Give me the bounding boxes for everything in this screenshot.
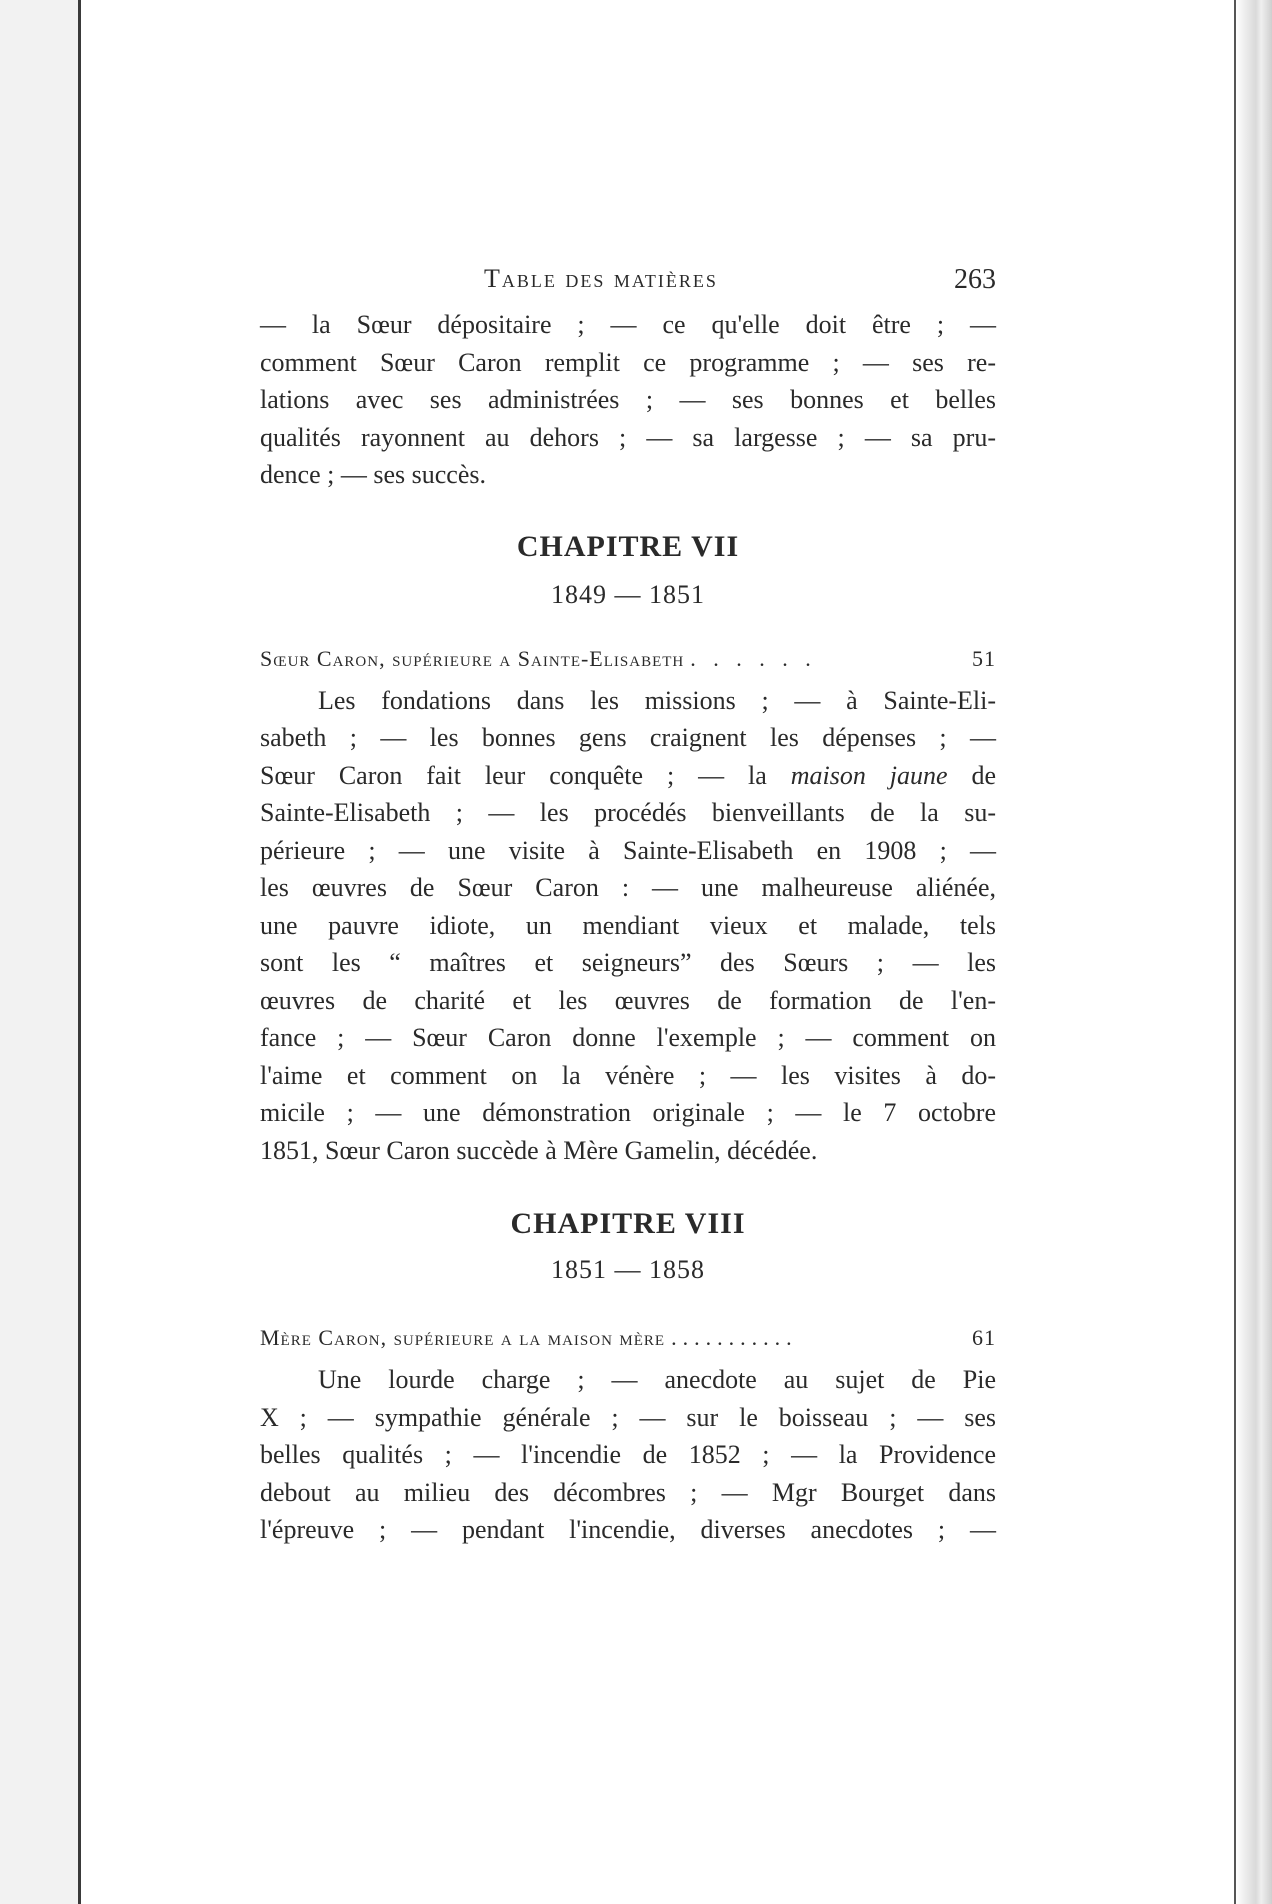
chapter-8-title: CHAPITRE VIII — [510, 1207, 746, 1240]
chapter-7-toc-page: 51 — [972, 645, 996, 671]
running-head — [260, 260, 996, 300]
chapter-7-summary — [260, 682, 996, 1170]
chapter-8-years: 1851 — 1858 — [551, 1255, 705, 1284]
chapter-8-summary — [260, 1361, 996, 1549]
intro-paragraph — [260, 306, 996, 494]
text-line: micile ; — une démonstration originale ; — le 7 octobre — [260, 1098, 996, 1127]
text-line: lations avec ses administrées ; — ses bonnes et belles — [260, 385, 996, 414]
text-line: l'aime et comment on la vénère ; — les visites à do- — [260, 1060, 996, 1090]
running-head-title: Table des matières — [484, 264, 718, 293]
text-line: l'épreuve ; — pendant l'incendie, diverses anecdotes ; — — [260, 1515, 996, 1544]
text-line: — la Sœur dépositaire ; — ce qu'elle doit être ; — — [260, 310, 996, 339]
chapter-8-toc-title: Mère Caron, supérieure a la maison mère — [260, 1325, 666, 1350]
dot-leader: . . . . . . — [690, 645, 817, 671]
chapter-7-title: CHAPITRE VII — [516, 529, 740, 563]
chapter-8-toc-entry — [260, 1325, 996, 1351]
text-line: comment Sœur Caron remplit ce programme ; — ses re- — [260, 347, 996, 377]
book-page — [260, 260, 996, 1549]
text-line: sabeth ; — les bonnes gens craignent les dépenses ; — — [260, 723, 996, 752]
chapter-7-toc-entry — [260, 646, 996, 672]
page-number: 263 — [954, 264, 996, 295]
chapter-7-years: 1849 — 1851 — [551, 579, 705, 609]
text-line: sont les “ maîtres et seigneurs” des Sœurs ; — les — [260, 948, 996, 977]
text-line: une pauvre idiote, un mendiant vieux et malade, tels — [260, 910, 996, 940]
chapter-8-toc-page: 61 — [972, 1325, 996, 1350]
text-segment: Sœur Caron fait leur conquête ; — la — [260, 760, 791, 790]
text-line: Les fondations dans les missions ; — à Sainte-Eli- — [318, 685, 996, 715]
text-line: X ; — sympathie générale ; — sur le boisseau ; — ses — [260, 1402, 996, 1432]
text-line: debout au milieu des décombres ; — Mgr Bourget dans — [260, 1477, 996, 1507]
scan-left-edge — [0, 0, 81, 1904]
text-line — [260, 757, 996, 795]
text-line: 1851, Sœur Caron succède à Mère Gamelin, décédée. — [260, 1135, 818, 1165]
text-line: fance ; — Sœur Caron donne l'exemple ; — comment on — [260, 1023, 996, 1052]
text-line: œuvres de charité et les œuvres de formation de l'en- — [260, 985, 996, 1015]
text-line: Une lourde charge ; — anecdote au sujet de Pie — [318, 1365, 996, 1394]
italic-phrase: maison jaune — [790, 760, 948, 790]
text-line: belles qualités ; — l'incendie de 1852 ; — la Providence — [260, 1440, 996, 1469]
text-line: périeure ; — une visite à Sainte-Elisabeth en 1908 ; — — [260, 835, 996, 865]
text-line: les œuvres de Sœur Caron : — une malheureuse aliénée, — [260, 873, 996, 902]
text-line: Sainte-Elisabeth ; — les procédés bienveillants de la su- — [260, 798, 996, 827]
text-segment: de — [947, 760, 996, 790]
text-line: dence ; — ses succès. — [260, 460, 486, 489]
text-line: qualités rayonnent au dehors ; — sa largesse ; — sa pru- — [260, 422, 996, 452]
chapter-7-toc-title: Sœur Caron, supérieure a Sainte-Elisabeth — [260, 645, 685, 671]
scan-right-edge — [1234, 0, 1272, 1904]
dot-leader: ........... — [671, 1325, 798, 1350]
